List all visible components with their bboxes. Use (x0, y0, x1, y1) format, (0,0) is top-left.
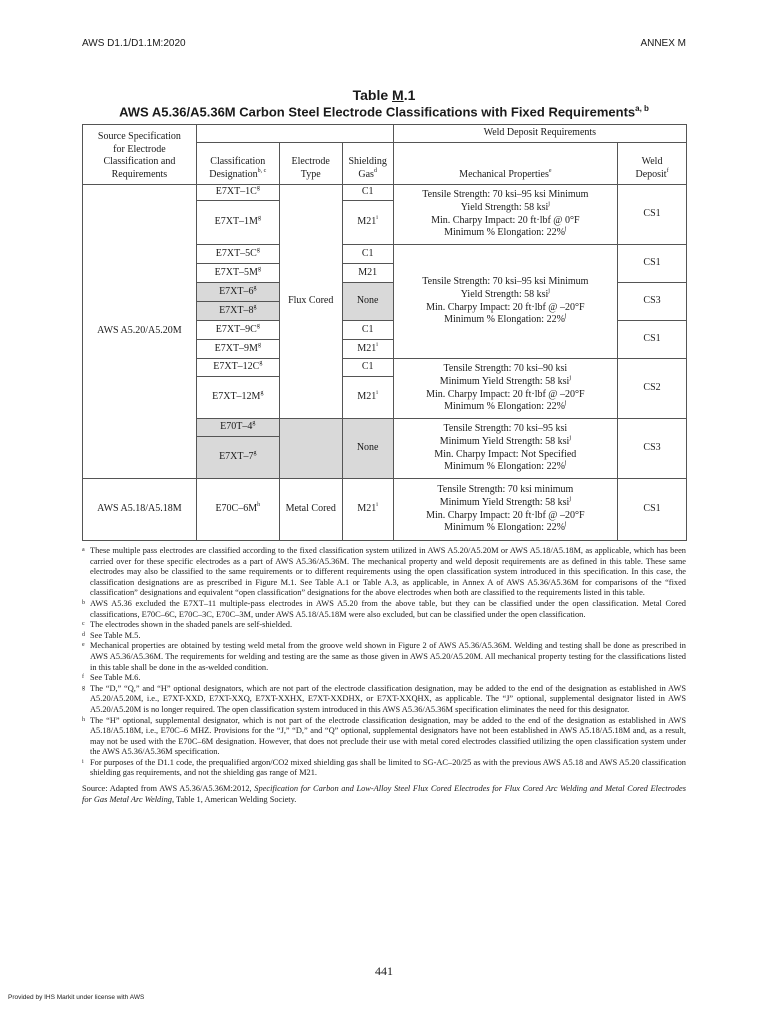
designation-cell (196, 479, 279, 541)
designation-cell (196, 321, 279, 340)
mech-line: Tensile Strength: 70 ksi–95 ksi (443, 422, 568, 434)
designation-sup: h (257, 502, 261, 509)
mech-line: Yield Strength: 58 ksi (460, 201, 549, 213)
designation-cell (196, 340, 279, 359)
table-label (82, 87, 686, 103)
mech-sup: j (569, 495, 571, 502)
footnote-mark: i (82, 758, 84, 765)
col-header-line: Mechanical Properties (459, 169, 549, 181)
col-header-line: Electrode (291, 156, 330, 168)
mech-line: Tensile Strength: 70 ksi–95 ksi Minimum (422, 188, 589, 200)
col-header-line: Type (300, 169, 321, 181)
designation-cell (196, 264, 279, 283)
weld-deposit-cell: CS3 (618, 419, 687, 479)
mech-line: Yield Strength: 58 ksi (460, 288, 549, 300)
col-header-mechanical-properties (393, 143, 617, 185)
mech-line: Minimum % Elongation: 22% (444, 461, 565, 473)
table-title (82, 104, 686, 119)
shielding-gas-cell (342, 479, 393, 541)
designation-text: E7XT–8 (219, 304, 254, 316)
col-header-weld-deposit (618, 143, 687, 185)
electrode-type-cell: Flux Cored (279, 185, 342, 419)
weld-deposit-cell: CS1 (618, 321, 687, 359)
col-header-source-line: for Electrode (113, 143, 166, 155)
shielding-gas-cell (342, 340, 393, 359)
col-header-source-line: Requirements (111, 169, 168, 181)
col-header-line: Weld (641, 156, 663, 168)
mech-line: Minimum Yield Strength: 58 ksi (439, 375, 570, 387)
col-header-weld-deposit-requirements: Weld Deposit Requirements (393, 125, 686, 143)
weld-deposit-cell: CS1 (618, 185, 687, 245)
mech-line: Minimum % Elongation: 22% (444, 227, 565, 239)
designation-text: E7XT–1M (214, 216, 258, 228)
mech-sup: j (548, 287, 550, 294)
source-note-prefix: Source: Adapted from AWS A5.36/A5.36M:2012, (82, 784, 255, 794)
table-label-suffix: .1 (403, 87, 416, 103)
designation-text: E7XT–9C (215, 323, 257, 335)
footnote (82, 684, 686, 716)
designation-sup: g (257, 215, 261, 222)
gas-sup: i (376, 390, 378, 397)
mechanical-properties-cell (393, 185, 617, 245)
designation-sup: g (253, 450, 257, 457)
header-blank (342, 125, 393, 143)
mech-line: Min. Charpy Impact: 20 ft·lbf @ –20°F (426, 388, 585, 400)
mech-line: Min. Charpy Impact: Not Specified (434, 448, 577, 460)
footnote-text: Mechanical properties are obtained by testing weld metal from the groove weld shown in Figure 2 of AWS A5.36/A5.36M. Welding and testing shall be done as prescribed in AWS A5.36/A5.36M. The requirements for welding and testing are the same as those given in AWS A5.20/A5.20M. All mechanical property testing for the classifications listed in this table shall be done in the as-welded condition. (90, 641, 686, 672)
designation-sup: g (257, 341, 261, 348)
gas-text: M21 (357, 503, 377, 515)
gas-text: M21 (358, 266, 378, 278)
gas-text: None (356, 295, 379, 307)
footnote-mark: e (82, 642, 85, 649)
col-header-source-line: Source Specification (97, 130, 181, 142)
designation-cell (196, 201, 279, 245)
footnote-mark: h (82, 716, 85, 723)
footnote-mark: f (82, 674, 84, 681)
electrode-type-cell-shaded (279, 419, 342, 479)
table-notes (82, 546, 686, 813)
col-header-shielding-gas (342, 143, 393, 185)
designation-text: E7XT–12C (213, 361, 260, 373)
footnote-text: AWS A5.36 excluded the E7XT–11 multiple-pass electrodes in AWS A5.20 from the above table, but they can be classified under the open classification. Metal Cored classifications, E70C–6C, E70C–3C, E70C–3M, under AWS A5.18/A5.18M were also excluded, but can be classified under the open classification. (90, 598, 686, 619)
designation-text: E7XT–5M (214, 266, 258, 278)
running-header-left: AWS D1.1/D1.1M:2020 (82, 38, 186, 49)
shielding-gas-cell (342, 185, 393, 201)
designation-cell-shaded (196, 302, 279, 321)
shielding-gas-cell (342, 359, 393, 377)
classification-table (82, 124, 687, 541)
shielding-gas-cell (342, 264, 393, 283)
table-label-m: M (392, 87, 404, 103)
designation-sup: g (256, 246, 260, 253)
gas-text: M21 (357, 342, 377, 354)
shielding-gas-cell (342, 201, 393, 245)
mechanical-properties-cell (393, 479, 617, 541)
mech-sup: j (564, 400, 567, 407)
mech-sup: j (564, 226, 567, 233)
gas-text: C1 (361, 361, 374, 373)
mechanical-properties-cell (393, 419, 617, 479)
mech-line: Minimum Yield Strength: 58 ksi (439, 435, 570, 447)
footnote (82, 641, 686, 673)
col-header-sup: e (548, 168, 552, 175)
col-header-line: Shielding (348, 156, 387, 168)
mech-line: Min. Charpy Impact: 20 ft·lbf @ –20°F (426, 301, 585, 313)
source-note-suffix: , Table 1, American Welding Society. (171, 795, 297, 805)
designation-text: E70T–4 (220, 421, 253, 433)
header-row-group (83, 125, 687, 143)
mech-line: Minimum % Elongation: 22% (444, 401, 565, 413)
mech-line: Minimum % Elongation: 22% (444, 522, 565, 534)
mech-sup: j (564, 521, 567, 528)
mech-sup: j (569, 374, 571, 381)
footnote (82, 631, 686, 642)
designation-sup: g (260, 390, 264, 397)
designation-cell (196, 377, 279, 419)
footnote (82, 673, 686, 684)
col-header-sup: d (373, 168, 377, 175)
footnote-text: For purposes of the D1.1 code, the prequalified argon/CO2 mixed shielding gas shall be limited to SG-AC–20/25 as with the previous AWS A5.18 and AWS A5.20 classification shielding gas requirements, and not the shielding gas range of M21. (90, 757, 686, 778)
source-spec-cell: AWS A5.20/A5.20M (83, 185, 197, 479)
mechanical-properties-cell (393, 359, 617, 419)
mech-sup: j (564, 460, 567, 467)
footnote (82, 620, 686, 631)
footnote-text: See Table M.5. (90, 630, 141, 640)
designation-cell-shaded (196, 437, 279, 479)
license-footer: Provided by IHS Markit under license with AWS (8, 994, 145, 1001)
table-row (83, 479, 687, 541)
table-row (83, 185, 687, 201)
footnote (82, 716, 686, 758)
shielding-gas-cell (342, 377, 393, 419)
gas-text: C1 (361, 323, 374, 335)
designation-cell-shaded (196, 419, 279, 437)
col-header-source (83, 125, 197, 185)
footnote-mark: g (82, 684, 85, 691)
designation-sup: g (256, 322, 260, 329)
weld-deposit-cell: CS1 (618, 245, 687, 283)
source-spec-cell: AWS A5.18/A5.18M (83, 479, 197, 541)
mech-line: Tensile Strength: 70 ksi–95 ksi Minimum (422, 275, 589, 287)
source-note-title: Specification for Carbon and Low-Alloy Steel Flux Cored Electrodes for Flux Cored Arc Welding and Metal Cored Electrodes for Gas Metal Arc Welding (82, 784, 686, 805)
mech-line: Min. Charpy Impact: 20 ft·lbf @ –20°F (426, 509, 585, 521)
footnote-mark: d (82, 631, 85, 638)
shielding-gas-cell-shaded (342, 283, 393, 321)
gas-text: None (356, 442, 379, 454)
col-header-electrode-type (279, 143, 342, 185)
col-header-source-line: Classification and (103, 156, 176, 168)
designation-text: E7XT–6 (219, 285, 254, 297)
col-header-designation (196, 143, 279, 185)
mech-sup: j (564, 313, 567, 320)
mech-line: Minimum Yield Strength: 58 ksi (439, 496, 570, 508)
footnote (82, 599, 686, 620)
footnote-mark: a (82, 547, 85, 553)
col-header-sup: f (666, 168, 669, 175)
footnote (82, 758, 686, 779)
footnote-text: The “D,” “Q,” and “H” optional designators, which are not part of the electrode classification designation, may be added to the end of the designation as established in AWS A5.20/A5.20M, i.e., E7XT-XXD, E7XT-XXQ, E7XT-XXHX, E7XT-XXDHX, or E7XT-XXQHX, as applicable. The “J” optional, supplemental designator listed in AWS A5.20/A5.20M is no longer required. The open classification system introduced in this AWS A5.36/A5.36M specification eliminates the need for this designator. (90, 683, 686, 714)
mech-line: Minimum % Elongation: 22% (444, 314, 565, 326)
shielding-gas-cell (342, 321, 393, 340)
col-header-line: Gas (358, 169, 374, 181)
shielding-gas-cell (342, 245, 393, 264)
gas-sup: i (376, 341, 378, 348)
weld-deposit-cell: CS2 (618, 359, 687, 419)
mech-sup: j (569, 434, 571, 441)
weld-deposit-cell: CS1 (618, 479, 687, 541)
header-blank (279, 125, 342, 143)
footnote-text: See Table M.6. (90, 673, 141, 683)
weld-deposit-cell: CS3 (618, 283, 687, 321)
designation-text: E7XT–12M (212, 391, 261, 403)
table-title-text: AWS A5.36/A5.36M Carbon Steel Electrode Classifications with Fixed Requirements (119, 104, 636, 120)
designation-cell (196, 359, 279, 377)
designation-text: E70C–6M (215, 503, 258, 515)
footnote-mark: b (82, 599, 85, 606)
designation-text: E7XT–9M (214, 342, 258, 354)
col-header-line: Classification (210, 156, 266, 168)
col-header-line: Designation (209, 169, 258, 181)
col-header-line: Deposit (635, 169, 667, 181)
footnote-mark: c (82, 621, 85, 628)
gas-text: C1 (361, 186, 374, 198)
footnote-text: The electrodes shown in the shaded panels are self-shielded. (90, 620, 293, 630)
mech-line: Tensile Strength: 70 ksi–90 ksi (443, 362, 568, 374)
designation-sup: g (257, 265, 261, 272)
designation-sup: g (256, 185, 260, 192)
designation-text: E7XT–7 (219, 451, 254, 463)
source-note (82, 783, 686, 805)
gas-text: C1 (361, 247, 374, 259)
designation-sup: g (252, 420, 256, 427)
mech-line: Min. Charpy Impact: 20 ft·lbf @ 0°F (431, 214, 580, 226)
designation-sup: g (259, 360, 263, 367)
table-title-sup: a, b (635, 104, 649, 113)
designation-sup: g (253, 303, 257, 310)
gas-text: M21 (357, 391, 377, 403)
header-blank (196, 125, 279, 143)
gas-sup: i (376, 215, 378, 222)
designation-text: E7XT–1C (215, 186, 257, 198)
electrode-type-cell: Metal Cored (279, 479, 342, 541)
designation-sup: g (253, 284, 257, 291)
designation-cell-shaded (196, 283, 279, 302)
mech-sup: j (548, 200, 550, 207)
col-header-sup: b, c (257, 168, 267, 175)
designation-cell (196, 185, 279, 201)
table-label-prefix: Table (352, 87, 393, 103)
footnote-text: The “H” optional, supplemental designator, which is not part of the electrode classification designation, may be added to the end of the designation as established in AWS A5.18/A5.18M, i.e., E70C–6 MHZ. Provisions for the “J,” “D,” and “Q” optional, supplemental designators have not been established in AWS A5.18/A5.18M and, as a result, may not be used with the E70C–6M designation. However, that does not preclude their use with metal cored electrodes classified utilizing the open classification system under the AWS A5.36/A5.36M specification. (90, 715, 686, 757)
footnote (82, 546, 686, 599)
mech-line: Tensile Strength: 70 ksi minimum (437, 483, 574, 495)
mechanical-properties-cell (393, 245, 617, 359)
footnote-text: These multiple pass electrodes are classified according to the fixed classification system utilized in AWS A5.20/A5.20M or AWS A5.18/A5.18M, as applicable, which has been carried over for these specific electrodes as a part of AWS A5.36/A5.36M. The mechanical property and weld deposit requirements are as defined in this table. These same electrodes may also be classified to the same requirements or to different requirements using the open classification system introduced in this specification. In this case, the classification designations are as prescribed in Figure M.1. See Table A.1 or Table A.3, as applicable, in Annex A of AWS A5.36/A5.36M for comparisons of the “fixed classification” designations and equivalent “open classification” designations for the above electrodes when both are classified to the requirements listed in this table. (90, 546, 686, 598)
designation-text: E7XT–5C (215, 247, 257, 259)
gas-text: M21 (357, 216, 377, 228)
running-header-right: ANNEX M (640, 38, 686, 49)
shielding-gas-cell-shaded (342, 419, 393, 479)
designation-cell (196, 245, 279, 264)
gas-sup: i (376, 502, 378, 509)
page-number: 441 (375, 964, 393, 978)
